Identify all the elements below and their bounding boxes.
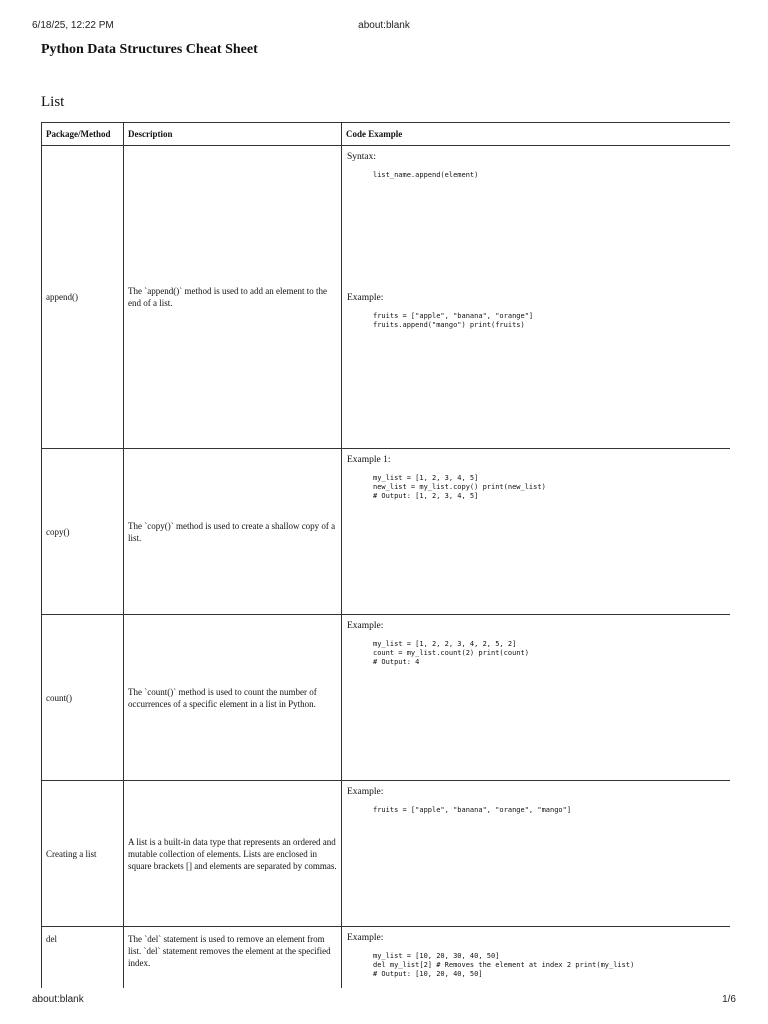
column-header-method: Package/Method xyxy=(42,123,124,146)
description-cell: The `append()` method is used to add an element to the end of a list. xyxy=(124,146,342,449)
example-label: Example: xyxy=(347,293,384,303)
description-cell: A list is a built-in data type that represents an ordered and mutable collection of elements. Lists are enclosed in square brackets [] and elements are separated by commas. xyxy=(124,781,342,927)
description-cell: The `count()` method is used to count the number of occurrences of a specific element in a list in Python. xyxy=(124,615,342,781)
page-number: 1/6 xyxy=(722,994,736,1005)
table-header-row xyxy=(42,123,731,146)
code-example-cell xyxy=(342,927,731,989)
example-code: my_list = [1, 2, 2, 3, 4, 2, 5, 2] count = my_list.count(2) print(count) # Output: 4 xyxy=(373,640,529,666)
example-label: Example: xyxy=(347,787,384,797)
method-cell: del xyxy=(42,927,124,989)
cheat-sheet-table-container xyxy=(41,122,730,988)
syntax-label: Syntax: xyxy=(347,152,377,162)
example-label: Example 1: xyxy=(347,455,391,465)
example-code: fruits = ["apple", "banana", "orange", "mango"] xyxy=(373,806,572,814)
code-example-cell xyxy=(342,146,731,449)
description-cell: The `del` statement is used to remove an element from list. `del` statement removes the element at the specified index. xyxy=(124,927,342,989)
code-example-cell xyxy=(342,449,731,615)
table-row xyxy=(42,146,731,449)
table-row xyxy=(42,927,731,989)
cheat-sheet-table xyxy=(41,122,730,988)
print-url: about:blank xyxy=(358,20,410,31)
table-row xyxy=(42,615,731,781)
document-title: Python Data Structures Cheat Sheet xyxy=(41,42,258,57)
syntax-code: list_name.append(element) xyxy=(373,171,479,179)
example-label: Example: xyxy=(347,933,384,943)
print-footer xyxy=(32,994,736,1008)
code-example-cell xyxy=(342,615,731,781)
print-datetime: 6/18/25, 12:22 PM xyxy=(32,20,114,31)
column-header-code: Code Example xyxy=(342,123,731,146)
code-example-cell xyxy=(342,781,731,927)
table-row xyxy=(42,449,731,615)
method-cell: copy() xyxy=(42,449,124,615)
example-label: Example: xyxy=(347,621,384,631)
table-row xyxy=(42,781,731,927)
description-cell: The `copy()` method is used to create a shallow copy of a list. xyxy=(124,449,342,615)
column-header-description: Description xyxy=(124,123,342,146)
example-code: my_list = [10, 20, 30, 40, 50] del my_list[2] # Removes the element at index 2 print(my_list) # Output: [10, 20, 40, 50] xyxy=(373,952,635,978)
print-header xyxy=(32,20,736,34)
footer-url: about:blank xyxy=(32,994,84,1005)
example-code: my_list = [1, 2, 3, 4, 5] new_list = my_list.copy() print(new_list) # Output: [1, 2, 3, 4, 5] xyxy=(373,474,546,500)
method-cell: Creating a list xyxy=(42,781,124,927)
method-cell: append() xyxy=(42,146,124,449)
method-cell: count() xyxy=(42,615,124,781)
section-title: List xyxy=(41,94,65,110)
example-code: fruits = ["apple", "banana", "orange"] fruits.append("mango") print(fruits) xyxy=(373,312,534,329)
